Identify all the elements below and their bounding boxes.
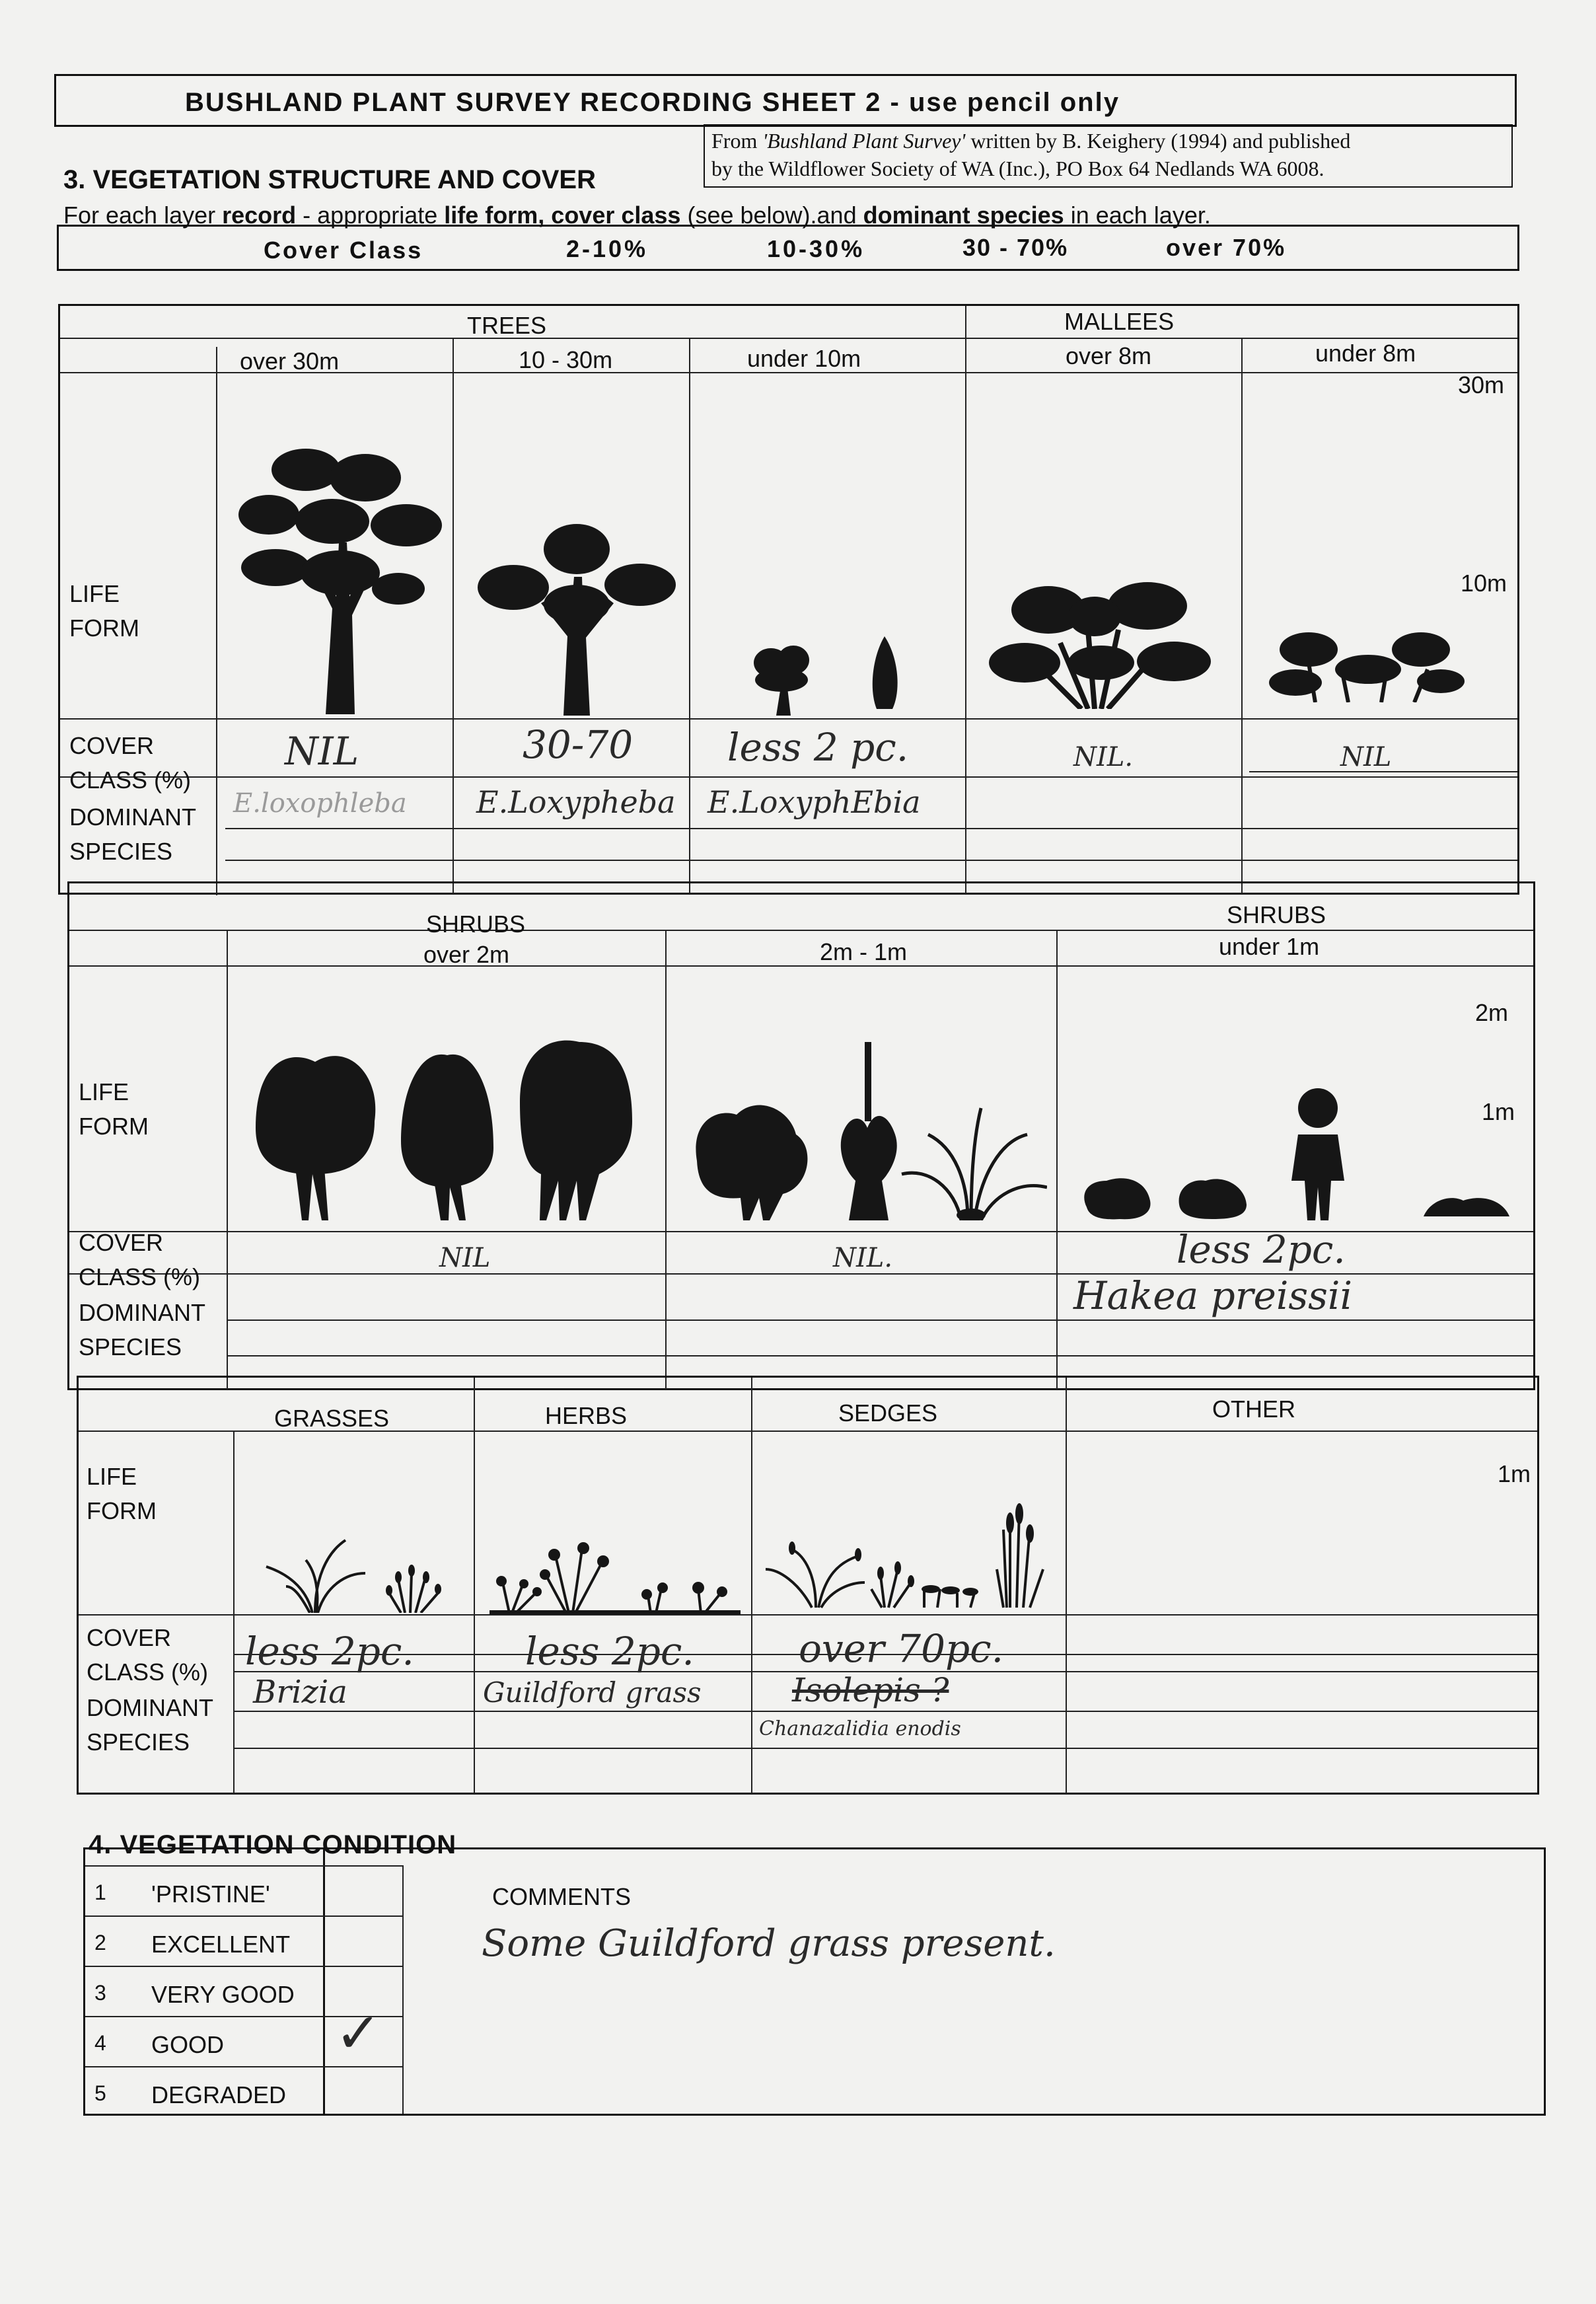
source-box — [704, 124, 1513, 188]
condition-2-num: 2 — [94, 1931, 106, 1954]
col-line — [751, 1378, 752, 1794]
dominant-species-row-label: DOMINANT SPECIES — [69, 803, 196, 865]
col-header-trees-over-30m: over 30m — [240, 348, 340, 375]
medium-tree-icon — [478, 524, 676, 716]
sedge-icon — [759, 1490, 1056, 1609]
col-header-sedges: SEDGES — [838, 1399, 938, 1427]
shrubs-under-1m-cover: less 2pc. — [1177, 1227, 1346, 1272]
condition-1-label: 'PRISTINE' — [151, 1880, 270, 1908]
cover-class-3: 30 - 70% — [962, 234, 1069, 261]
trees-over-30m-cover: NIL — [285, 729, 359, 774]
shrubs-left-label: SHRUBS — [426, 910, 526, 938]
herbs-cover: less 2pc. — [525, 1629, 694, 1674]
grasses-species: Brizia — [253, 1674, 347, 1711]
col-line — [965, 306, 966, 894]
medium-shrub-icon — [690, 1042, 1047, 1220]
condition-4-num: 4 — [94, 2031, 106, 2055]
cover-class-row-label: COVER CLASS (%) — [69, 732, 192, 794]
cover-class-label: Cover Class — [264, 237, 423, 264]
col-line — [1066, 1378, 1067, 1794]
col-line — [1056, 930, 1058, 1390]
grasses-cover: less 2pc. — [245, 1629, 414, 1674]
tall-tree-icon — [233, 443, 445, 714]
col-line — [227, 930, 228, 1390]
condition-2-checkbox[interactable] — [324, 1917, 401, 1964]
condition-2-label: EXCELLENT — [151, 1931, 291, 1958]
row-line — [235, 1711, 1537, 1712]
grass-icon — [260, 1520, 458, 1613]
trees-10-30m-cover: 30-70 — [523, 722, 634, 767]
low-shrub-icon — [1073, 1075, 1529, 1220]
sedges-cover: over 70pc. — [799, 1626, 1004, 1671]
condition-3-num: 3 — [94, 1981, 106, 2005]
trees-under-10m-species: E.LoxyphEbia — [707, 784, 921, 820]
col-header-grasses: GRASSES — [274, 1405, 390, 1432]
ground-layer-table — [77, 1376, 1539, 1795]
vegetation-condition-box — [83, 1847, 1546, 2116]
sedges-species: Isolepis ? — [792, 1671, 949, 1709]
col-line — [665, 930, 667, 1390]
row-line — [225, 860, 1517, 861]
col-header-mallees-over-8m: over 8m — [1066, 342, 1152, 369]
dominant-species-row-label: DOMINANT SPECIES — [87, 1694, 213, 1756]
cover-class-row-label: COVER CLASS (%) — [79, 1229, 201, 1290]
condition-4-label: GOOD — [151, 2031, 225, 2058]
row-line — [79, 1614, 1537, 1616]
col-line — [402, 1865, 404, 2114]
col-header-trees-under-10m: under 10m — [747, 345, 861, 372]
section-3-heading: 3. VEGETATION STRUCTURE AND COVER — [63, 165, 596, 194]
herb-icon — [483, 1530, 741, 1616]
cover-class-row-label: COVER CLASS (%) — [87, 1624, 209, 1686]
tall-mallee-icon — [989, 577, 1214, 709]
small-tree-icon — [747, 636, 906, 716]
col-line — [216, 347, 217, 895]
trees-over-30m-species: E.loxophleba — [233, 788, 407, 819]
row-line — [69, 965, 1533, 967]
trees-label: TREES — [467, 312, 547, 339]
life-form-label: LIFE FORM — [79, 1078, 149, 1140]
col-header-trees-10-30m: 10 - 30m — [519, 346, 613, 373]
source-line-1: From 'Bushland Plant Survey' written by B. Keighery (1994) and published — [711, 129, 1351, 153]
col-header-shrubs-2m-1m: 2m - 1m — [820, 938, 908, 965]
condition-5-num: 5 — [94, 2081, 106, 2105]
shrubs-table — [67, 881, 1535, 1390]
col-header-shrubs-under-1m: under 1m — [1219, 933, 1320, 960]
height-mark-1m: 1m — [1482, 1098, 1515, 1125]
condition-1-checkbox[interactable] — [324, 1867, 401, 1914]
col-header-other: OTHER — [1212, 1395, 1295, 1423]
row-line — [235, 1748, 1537, 1749]
source-line-2: by the Wildflower Society of WA (Inc.), PO Box 64 Nedlands WA 6008. — [711, 157, 1324, 180]
section-4-heading: 4. VEGETATION CONDITION — [89, 1830, 457, 1859]
height-mark-2m: 2m — [1475, 999, 1509, 1026]
shrubs-over-2m-cover: NIL — [439, 1243, 491, 1273]
mallees-under-8m-cover: NIL — [1340, 742, 1392, 772]
life-form-label: LIFE FORM — [69, 580, 139, 642]
condition-3-label: VERY GOOD — [151, 1981, 295, 2008]
row-line — [228, 1319, 1533, 1321]
comments-label: COMMENTS — [492, 1883, 631, 1910]
herbs-species: Guildford grass — [483, 1676, 702, 1709]
cover-class-2: 10-30% — [767, 235, 865, 262]
row-line — [228, 1355, 1533, 1356]
row-line — [225, 828, 1517, 829]
condition-5-label: DEGRADED — [151, 2081, 287, 2108]
row-line — [60, 338, 1517, 339]
cover-class-1: 2-10% — [566, 235, 649, 262]
col-line — [453, 338, 454, 894]
trees-mallees-table — [58, 304, 1519, 895]
col-header-shrubs-over-2m: over 2m — [423, 941, 510, 968]
condition-4-checkbox[interactable] — [324, 2001, 401, 2066]
dominant-species-row-label: DOMINANT SPECIES — [79, 1299, 205, 1360]
height-mark-30m: 30m — [1458, 371, 1505, 398]
col-line — [233, 1431, 235, 1794]
col-line — [474, 1378, 475, 1794]
shrubs-right-label: SHRUBS — [1227, 901, 1326, 928]
section-3-instructions: For each layer record - appropriate life form, cover class (see below).and dominant species in each layer. — [63, 202, 1211, 229]
condition-5-checkbox[interactable] — [324, 2067, 401, 2114]
row-line — [69, 930, 1533, 931]
check-mark-icon: ✓ — [335, 2001, 382, 2065]
row-line — [60, 718, 1517, 720]
title-bar — [54, 74, 1517, 127]
height-mark-1m: 1m — [1498, 1460, 1531, 1487]
condition-1-num: 1 — [94, 1880, 106, 1904]
comments-text[interactable]: Some Guildford grass present. — [482, 1922, 1056, 1965]
cover-class-bar — [57, 225, 1519, 271]
row-line — [60, 776, 1517, 778]
mallees-label: MALLEES — [1064, 308, 1175, 335]
trees-10-30m-species: E.Loxypheba — [476, 784, 676, 820]
col-line — [1241, 338, 1243, 894]
col-header-herbs: HERBS — [545, 1402, 628, 1429]
sheet-title: BUSHLAND PLANT SURVEY RECORDING SHEET 2 - use pencil only — [185, 88, 1120, 117]
shrubs-2m-1m-cover: NIL. — [833, 1243, 893, 1273]
height-mark-10m: 10m — [1461, 570, 1507, 597]
shrubs-under-1m-species: Hakea preissii — [1073, 1273, 1353, 1318]
short-mallee-icon — [1269, 630, 1467, 702]
col-line — [689, 338, 690, 894]
life-form-label: LIFE FORM — [87, 1463, 157, 1524]
tall-shrub-icon — [242, 1035, 652, 1220]
mallees-over-8m-cover: NIL. — [1073, 742, 1134, 772]
sedges-species-note: Chanazalidia enodis — [759, 1717, 961, 1740]
trees-under-10m-cover: less 2 pc. — [727, 725, 909, 770]
col-header-mallees-under-8m: under 8m — [1315, 340, 1416, 367]
cover-class-4: over 70% — [1166, 234, 1287, 261]
